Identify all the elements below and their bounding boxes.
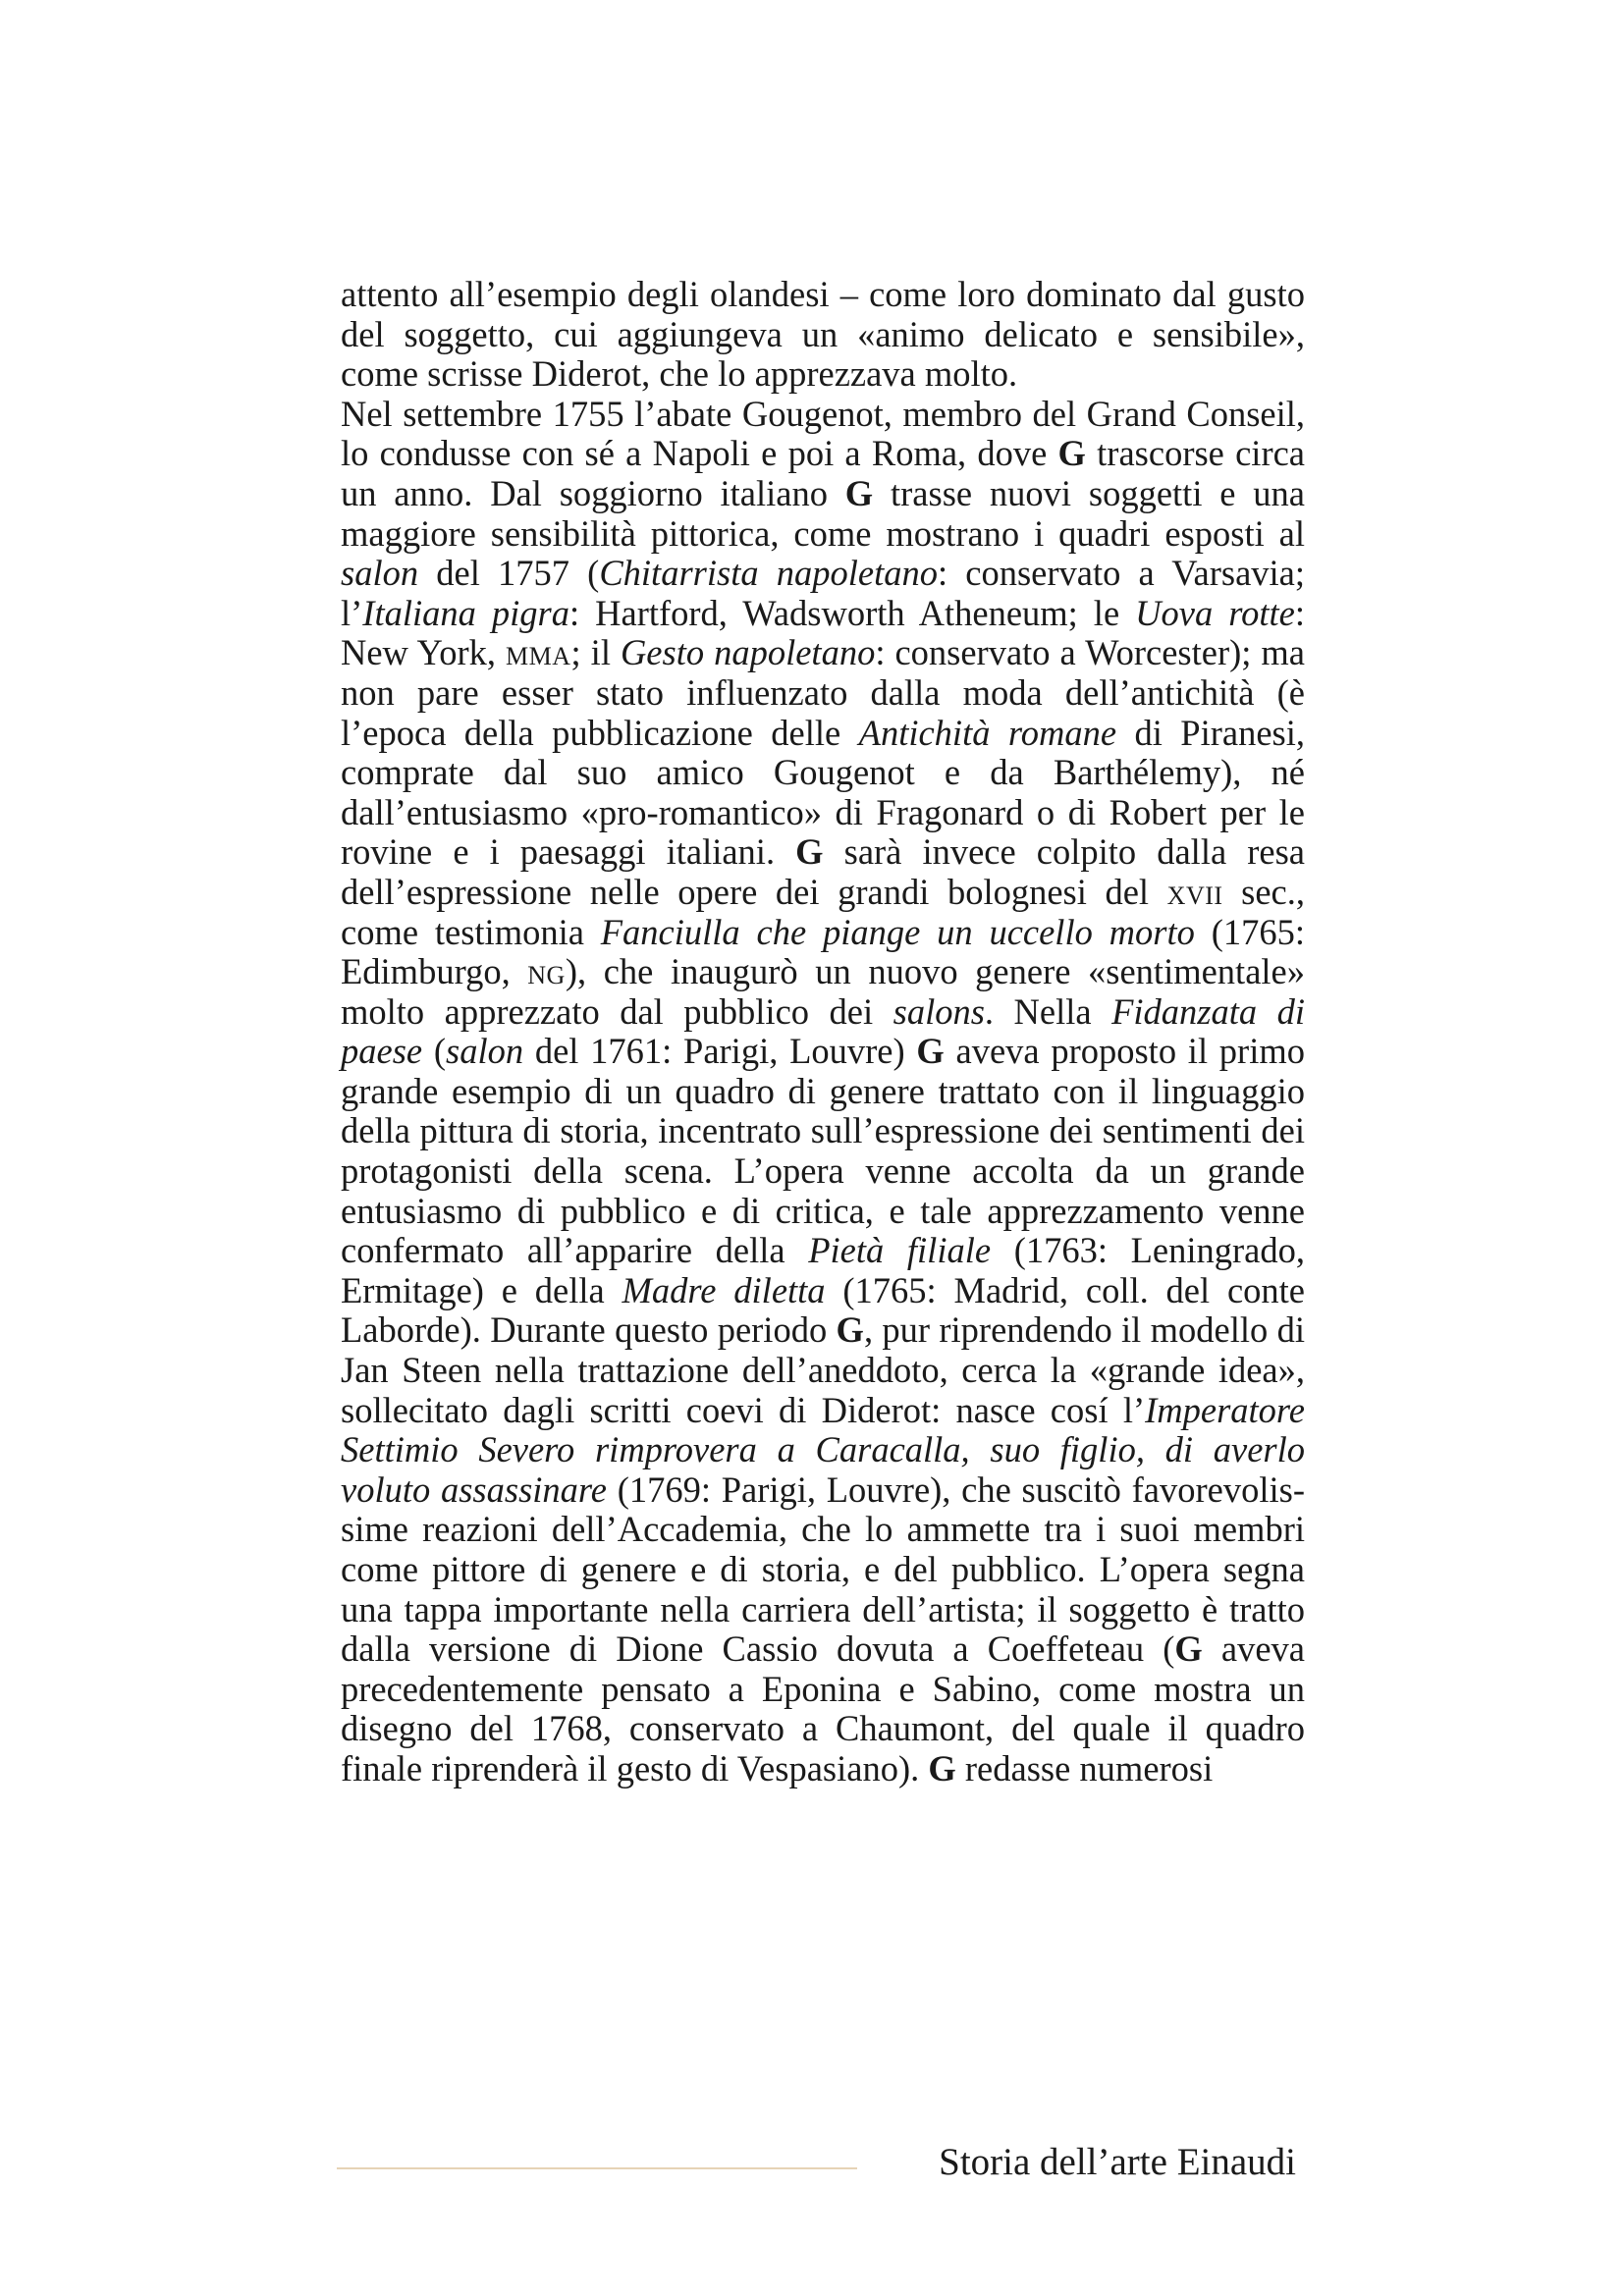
text-run: (1765: Madrid, coll. del conte Laborde). Durante questo periodo <box>341 1269 1305 1351</box>
bold-run: G <box>844 472 874 513</box>
italic-run: Gesto napoletano <box>620 632 876 673</box>
smallcaps-run: xvii <box>1166 871 1223 912</box>
text-run: di Piranesi, comprate dal suo amico Gougenot e da Barthélemy), né dall’entusiasmo «pro-romantico» di Fragonard o di Robert per le rovine e i paesaggi italiani. <box>341 712 1305 873</box>
bold-run: G <box>1174 1629 1203 1670</box>
text-run: : New York, <box>341 592 1305 673</box>
text-run: (1769: Parigi, Louvre), che suscitò favorevolissime reazioni dell’Accademia, che lo ammette tra i suoi membri come pittore di genere e di storia, e del pubblico. L’opera segna una tappa importante nella carriera dell’artista; il soggetto è tratto dalla versione di Dione Cassio dovuta a Coeffeteau ( <box>341 1468 1305 1670</box>
text-run: Nel settembre 1755 l’abate Gougenot, membro del Grand Conseil, lo condusse con sé a Napoli e poi a Roma, dove <box>341 393 1305 474</box>
bold-run: G <box>928 1747 956 1789</box>
text-run: del 1757 ( <box>418 553 600 594</box>
italic-run: salon <box>341 553 419 594</box>
text-run: . Nella <box>984 990 1112 1032</box>
italic-run: Antichità romane <box>858 712 1117 753</box>
bold-run: G <box>916 1031 945 1072</box>
bold-run: G <box>795 831 824 873</box>
smallcaps-run: ng <box>527 951 566 992</box>
text-run: sec., come testimonia <box>341 871 1305 952</box>
text-run: (1763: Leningrado, Ermitage) e della <box>341 1230 1305 1310</box>
text-run: redasse numerosi <box>955 1747 1214 1789</box>
text-run: (1765: Edimburgo, <box>341 911 1305 992</box>
text-run: aveva precedentemente pensato a Eponina e Sabino, come mostra un disegno del 1768, conservato a Chaumont, del quale il quadro finale riprenderà il gesto di Vespasiano). <box>341 1629 1305 1789</box>
text-run: sarà invece colpito dalla resa dell’espressione nelle opere dei grandi bolognesi del <box>341 831 1305 912</box>
italic-run: Fanciulla che piange un uccello morto <box>600 911 1195 952</box>
bold-run: G <box>836 1309 864 1351</box>
italic-run: Uova rotte <box>1135 592 1295 633</box>
text-run: : Hartford, Wadsworth Atheneum; le <box>568 592 1136 633</box>
bold-run: G <box>1057 433 1086 474</box>
italic-run: Pietà filiale <box>808 1230 992 1271</box>
italic-run: salon <box>446 1031 524 1072</box>
italic-run: Italiana pigra <box>362 592 569 633</box>
italic-run: Chitarrista napoletano <box>599 553 938 594</box>
text-run: , pur riprendendo il modello di Jan Steen nella trattazione dell’aneddoto, cerca la «grande idea», sollecitato dagli scritti coevi di Diderot: nasce cosí l’ <box>341 1309 1305 1430</box>
smallcaps-run: mma <box>506 632 571 673</box>
text-run: ), che inaugurò un nuovo genere «sentimentale» molto apprezzato dal pubblico dei <box>341 951 1305 1032</box>
italic-run: salons <box>893 990 985 1032</box>
italic-run: Imperatore Settimio Severo rimprovera a Caracalla, suo figlio, di averlo voluto assassinare <box>341 1389 1305 1510</box>
body-text <box>341 275 1305 1789</box>
footer-title: Storia dell’arte Einaudi <box>939 2141 1296 2183</box>
text-run: : conservato a Worcester); ma non pare esser stato influenzato dalla moda dell’antichità (è l’epoca della pubblicazione delle <box>341 632 1305 753</box>
paragraph-2 <box>341 395 1305 1789</box>
footer-rule <box>337 2167 857 2169</box>
paragraph-1 <box>341 275 1305 395</box>
text-run: del 1761: Parigi, Louvre) <box>523 1031 917 1072</box>
text-run: : conservato a Varsavia; l’ <box>341 553 1305 633</box>
italic-run: Madre diletta <box>622 1269 826 1310</box>
italic-run: Fidanzata di paese <box>341 990 1305 1072</box>
text-run: trasse nuovi soggetti e una maggiore sensibilità pittorica, come mostrano i quadri esposti al <box>341 472 1305 554</box>
text-run: ; il <box>570 632 621 673</box>
text-run: attento all’esempio degli olandesi – come loro dominato dal gusto del soggetto, cui aggiungeva un «animo delicato e sensibile», come scrisse Diderot, che lo apprezzava molto. <box>341 274 1305 395</box>
text-run: ( <box>422 1031 446 1072</box>
text-run: trascorse circa un anno. Dal soggiorno italiano <box>341 433 1305 513</box>
text-run: aveva proposto il primo grande esempio di un quadro di genere trattato con il linguaggio della pittura di storia, incentrato sull’espressione dei sentimenti dei protagonisti della scena. L’opera venne accolta da un grande entusiasmo di pubblico e di critica, e tale apprezzamento venne confermato all’apparire della <box>341 1031 1305 1271</box>
